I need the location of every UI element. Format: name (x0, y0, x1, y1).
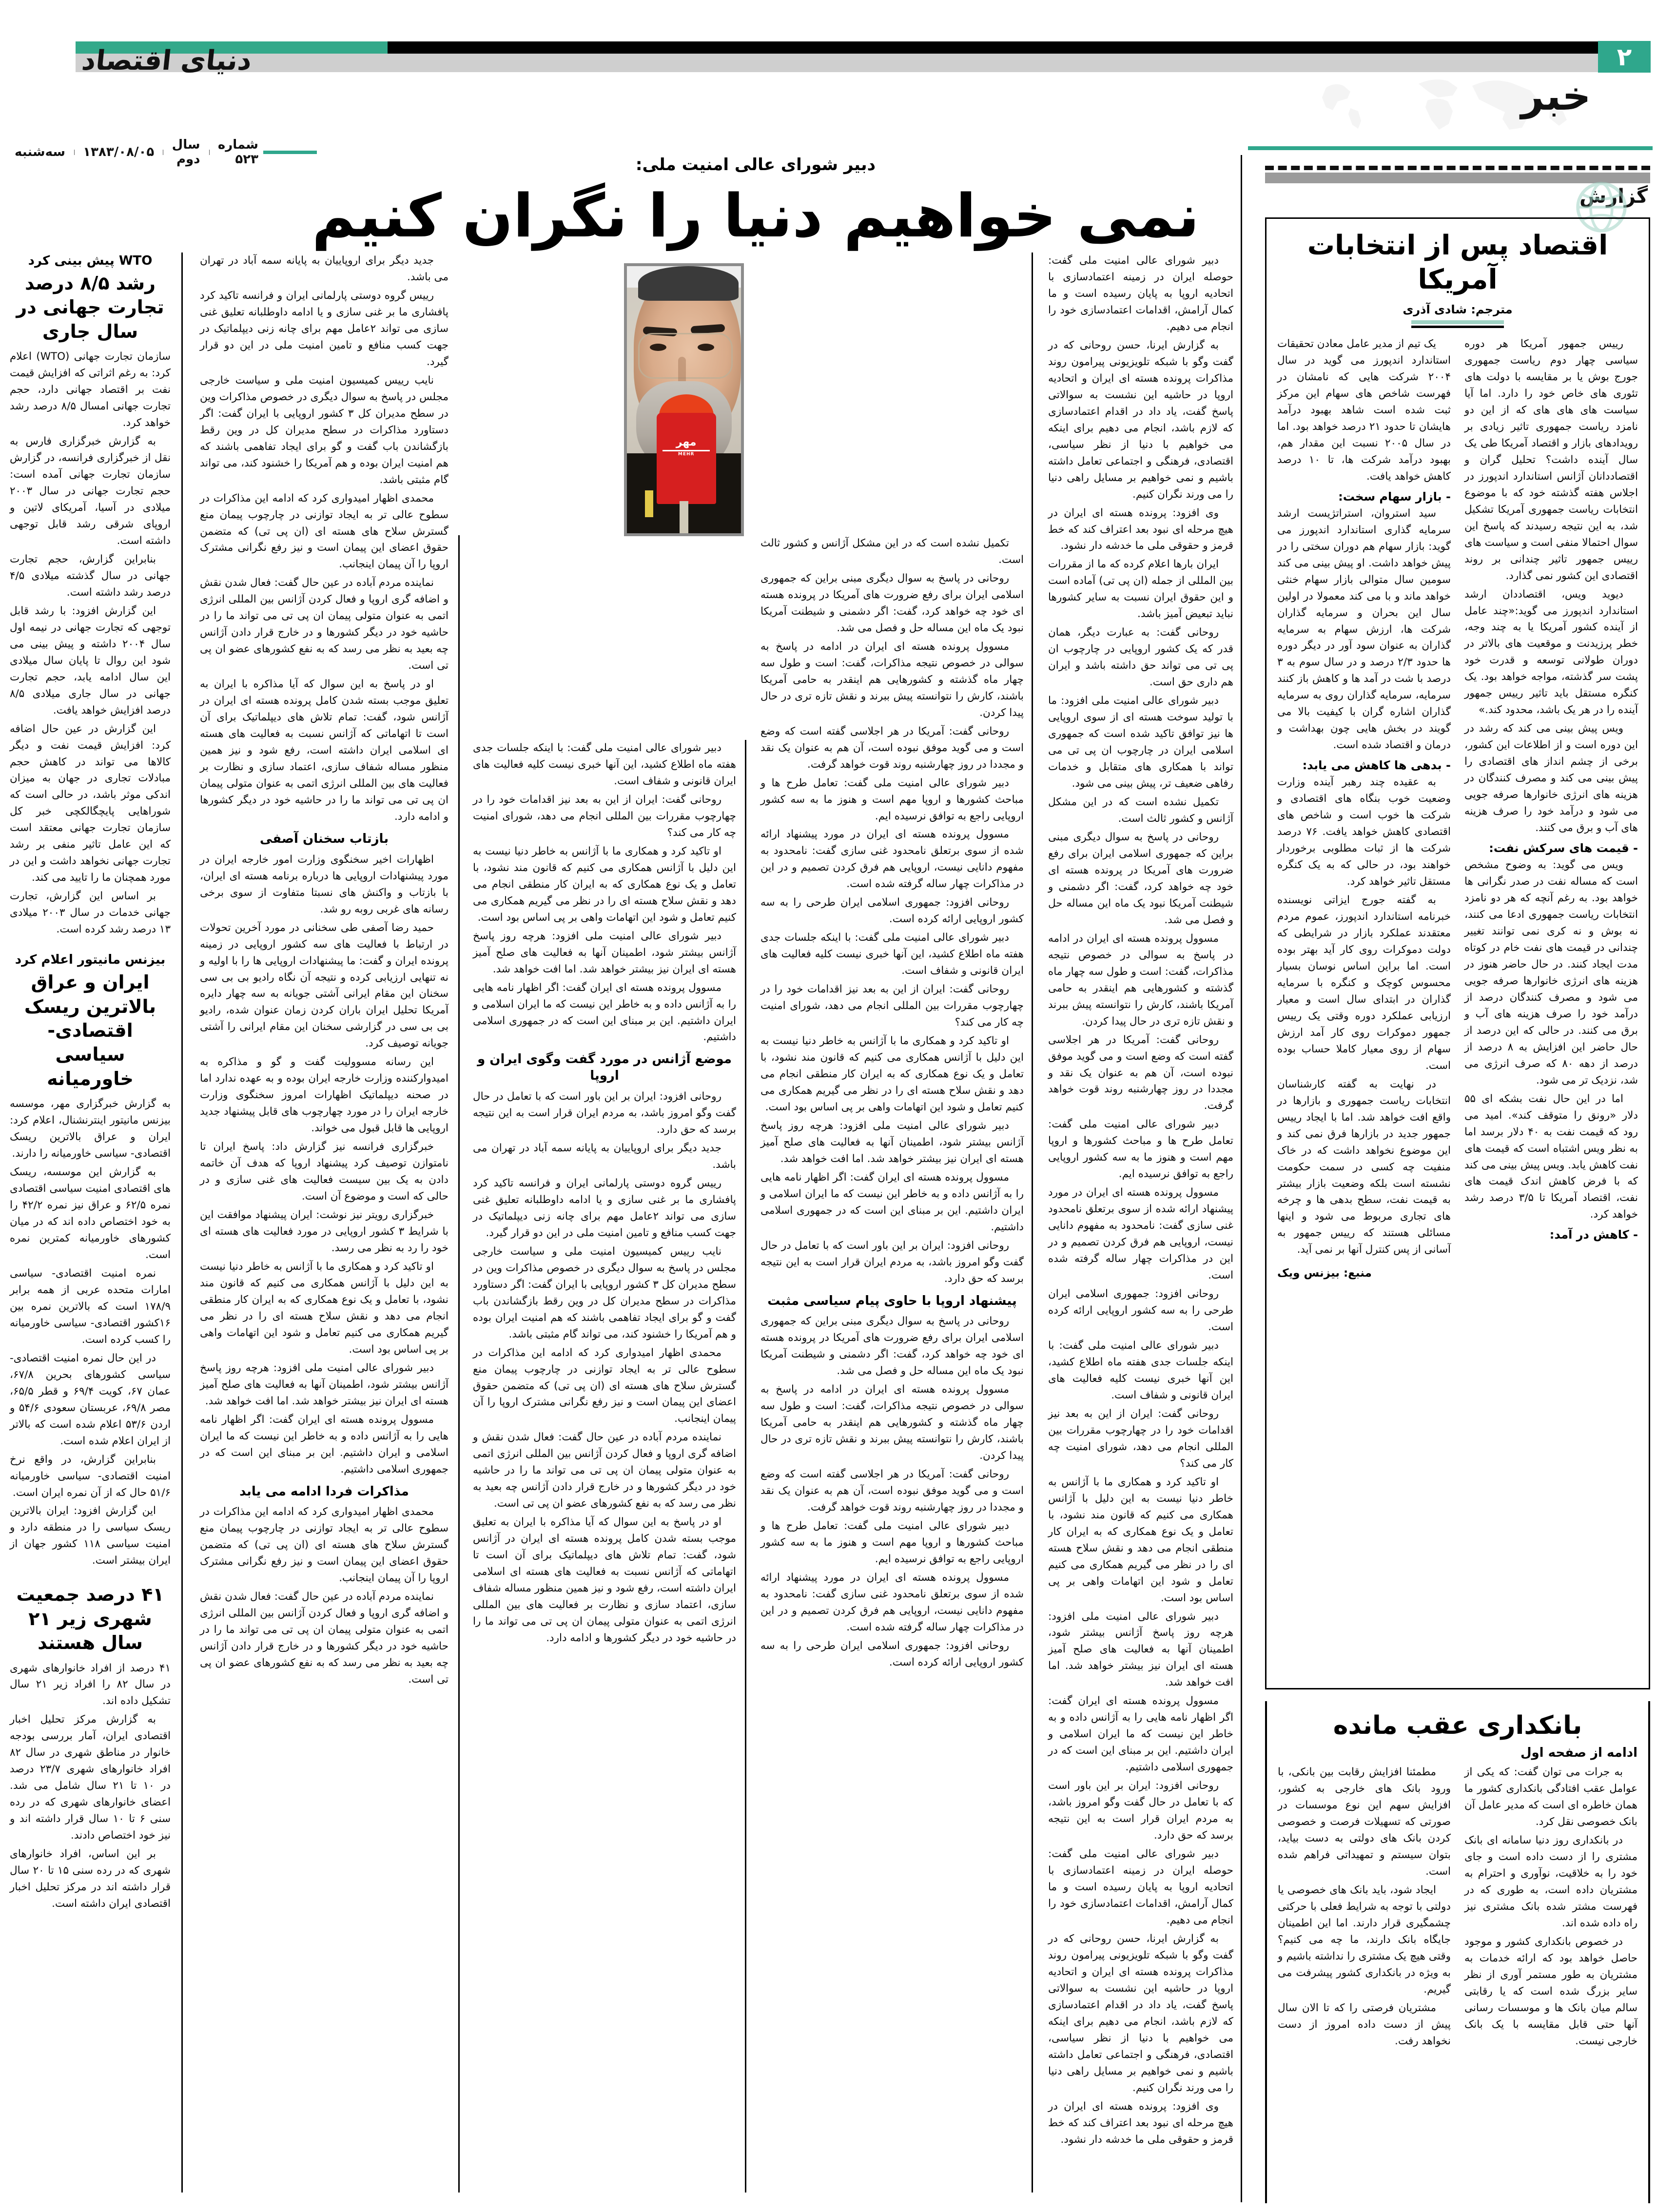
paragraph: ایجاد شود، باید بانک های خصوصی یا دولتی با توجه به شرایط فعلی با حرکتی چشمگیری قرار دارند. اما این اطمینان جایگاه بانک دارند، ما چه می کنیم؟ وقتی هیچ یک مشتری را نداشته باشیم و به ویژه در بانکداری کشور پیشرفت می گیریم. (1278, 1883, 1451, 1996)
paragraph: دبیر شورای عالی امنیت ملی گفت: با اینکه جلسات جدی هفته ماه اطلاع کشید، این آنها خبری نیست کلیه فعالیت های ایران قانونی و شفاف است. (1048, 1339, 1233, 1401)
paragraph: این گزارش افزود: با رشد قابل توجهی که تجارت جهانی در نیمه اول سال ۲۰۰۴ داشته و پیش بینی می شود این روال تا پایان سال میلادی این سال ادامه یابد، حجم تجارت جهانی در سال جاری میلادی ۸/۵ درصد افزایش خواهد یافت. (10, 604, 171, 717)
paragraph: روحانی در پاسخ به سوال دیگری مبنی براین که جمهوری اسلامی ایران برای رفع ضرورت های آمریکا در پرونده هسته ای خود چه خواهد کرد، گفت: اگر دشمنی و شیطنت آمریکا نبود یک ماه این مساله حل و فصل می شد. (760, 1315, 1024, 1378)
paragraph: مسوول پرونده هسته ای ایران گفت: اگر اظهار نامه هایی را به آژانس داده و به خاطر این نیست که ما ایران اسلامی و ایران داشتیم. این بر مبنای این است که در جمهوری اسلامی داشتیم. (760, 1171, 1024, 1233)
column-rule (181, 252, 183, 2193)
dateline-year: سال دوم (172, 137, 200, 167)
paragraph: وی افزود: پرونده هسته ای ایران در هیچ مرحله ای نبود بعد اعتراف کند که خط قرمز و حقوقی ملی ما خدشه دار نشود. (1048, 506, 1233, 552)
paragraph: روحانی گفت: ایران از این به بعد نیز اقدامات خود را در چهارچوب مقررات بین المللی انجام می دهد، شورای امنیت چه کار می کند؟ (760, 983, 1024, 1029)
paragraph: ایران بارها اعلام کرده که ما از مقررات بین المللی از جمله (ان پی تی) آماده است و این حقوق ایران نسبت به سایر کشورها نباید تبعیض آمیز باشد. (1048, 558, 1233, 621)
paragraph: در نهایت به گفته کارشناسان انتخابات ریاست جمهوری و بازارها در واقع افت خواهد شد. اما با ایجاد رییس جمهور جدید در بازارها فرق نمی کند و این موضوع نخواهد داشت که در خاک منفیت چه کسی در سمت حکومت نشسته است بلکه وضعیت بازار بیشتر به قیمت نفت، سطح بدهی ها و چرخه های تجاری مربوط می شود و اینها مسائلی هستند که رییس جمهور به آسانی از پس کنترل آنها بر نمی آید. (1277, 1078, 1451, 1256)
sidebar-headline: رشد ۸/۵ درصد تجارت جهانی در سال جاری (16, 272, 164, 342)
report2-columns (1278, 1764, 1637, 2051)
dateline-weekday: سه‌شنبه (15, 145, 65, 159)
paragraph: نمره امنیت اقتصادی- سیاسی امارات متحده عربی از همه برابر ۱۷۸/۹ است که بالاترین نمره بین ۱۶کشور اقتصادی- سیاسی خاورمیانه را کسب کرده است. (10, 1267, 171, 1346)
lead-kicker: دبیر شورای عالی امنیت ملی: (635, 155, 876, 175)
paragraph: سازمان تجارت جهانی (WTO) اعلام کرد: به رغم اثراتی که افزایش قیمت نفت بر اقتصاد جهانی دارد، حجم تجارت جهانی امسال ۸/۵ درصد رشد خواهد کرد. (10, 350, 171, 429)
paragraph: یک تیم از مدیر عامل معادن تحقیقات استاندارد اندپورز می گوید در سال ۲۰۰۴ شرکت هایی که نامشان در فهرست شاخص های سهام این مرکز ثبت شده است شاهد بهبود درآمد هایشان تا حدود ۲۱ درصد خواهد بود. اما در سال ۲۰۰۵ نسبت این مقدار هم، بهبود درآمد شرکت ها، تا ۱۰ درصد کاهش خواهد یافت. (1277, 338, 1451, 483)
paragraph: خبرگزاری فرانسه نیز گزارش داد: پاسخ ایران تا نامتوازن توصیف کرد پیشنهاد اروپا که هدف آن خاتمه دادن به یک بین سیست فعالیت های غنی سازی و در حالی که است و موضوع آن است. (200, 1141, 448, 1203)
paragraph: مسوول پرونده هسته ای ایران در مورد پیشنهاد ارائه شده از سوی برتعلق نامحدود غنی سازی گفت: نامحدود به مفهوم دانایی نیست، اروپایی هم فرق کردن تصمیم و در این در مذاکرات چهار ساله گرفته شده است. (760, 1571, 1024, 1633)
byline-divider-black (1411, 326, 1504, 328)
paragraph: نماینده مردم آباده در عین حال گفت: فعال شدن نقش و اضافه گری اروپا و فعال کردن آژانس بین المللی انرژی اتمی به عنوان متولی پیمان ان پی تی می تواند ما را در حاشیه خود در دیگر کشورها و در خارج قرار دادن آژانس چه بعید به نظر می رسد که به نفع کشورهای عضو ان پی تی است. (200, 577, 448, 672)
paragraph: دبیر شورای عالی امنیت ملی گفت: تعامل طرح ها و مباحث کشورها و اروپا مهم است و هنوز ما به سه کشور اروپایی راجع به توافق نرسیده ایم. (760, 1520, 1024, 1565)
paragraph: دبیر شورای عالی امنیت ملی گفت: با اینکه جلسات جدی هفته ماه اطلاع کشید، این آنها خبری نیست کلیه فعالیت های ایران قانونی و شفاف است. (473, 742, 736, 787)
sidebar-kicker: WTO پیش بینی کرد (28, 253, 153, 268)
paragraph: تکمیل نشده است که در این مشکل آژانس و کشور ثالث است. (760, 537, 1024, 566)
paragraph: او در پاسخ به این سوال که آیا مذاکره با ایران به تعلیق موجب بسته شدن کامل پرونده هسته ای ایران در آژانس شود، گفت: تمام تلاش های دیپلماتیک برای آن است تا اتهاماتی که آژانس نسبت به فعالیت های هسته ای اسلامی ایران داشته است، رفع شود و نیز همین منظور مساله شفاف سازی، اعتماد سازی و نظارت بر فعالیت های بین المللی انرژی اتمی به عنوان متولی پیمان ان پی تی می تواند ما را در حاشیه خود در دیگر کشورها و ادامه دارد. (473, 1516, 736, 1645)
report2-title: بانکداری عقب مانده (1333, 1711, 1582, 1740)
paragraph: روحانی افزود: جمهوری اسلامی ایران طرحی را به سه کشور اروپایی ارائه کرده است. (760, 1639, 1024, 1669)
paragraph: روحانی افزود: ایران بر این باور است که با تعامل در حال گفت وگو امروز باشد، به مردم ایران قرار است به این نتیجه برسد که حق دارد. (1048, 1780, 1233, 1842)
paragraph: مشتریان فرصتی را که تا الان سال پیش از دست داده امروز از دست نخواهد رفت. (1278, 2001, 1451, 2047)
paragraph: بر این اساس، افراد خانوارهای شهری که در رده سنی ۱۵ تا ۲۰ سال قرار داشته اند در مرکز تحلیل اخبار اقتصادی ایران داشته است. (10, 1848, 171, 1910)
paragraph: ویس می گوید: به وضوح مشخص است که مساله نفت در صدر نگرانی ها خواهد بود. به رغم آنچه که هر دو نامزد انتخابات ریاست جمهوری ادعا می کنند، نه بوش و نه کری نمی توانند تغییر چندانی در قیمت های نفت خام در کوتاه مدت ایجاد کنند. در حال حاضر هنوز در هزینه های انرژی خانوارها صرفه جویی می شود و مصرف کنندگان درصد از درآمد خود را صرف هزینه های آب و برق می کنند. در حالی که این درصد از حال حاضر این افزایش به ۸ درصد از درصد از دهه ۸۰ که صرف انرژی می شد، نزدیک تر می شود. (1464, 859, 1638, 1087)
paragraph: مسوول پرونده هسته ای ایران در مورد پیشنهاد ارائه شده از سوی برتعلق نامحدود غنی سازی گفت: نامحدود به مفهوم دانایی نیست، اروپایی هم فرق کردن تصمیم و در این در مذاکرات چهار ساله گرفته شده است. (1048, 1186, 1233, 1282)
paragraph: به گزارش ایرنا، حسن روحانی که در گفت وگو با شبکه تلویزیونی پیرامون روند مذاکرات پرونده هسته ای ایران و اتحادیه اروپا در حاشیه این نشست به سوالاتی پاسخ گفت، یاد داد در اقدام اعتمادسازی که لازم باشد، انجام می دهیم برای اینکه می خواهیم با دنیا از نظر سیاسی، اقتصادی، فرهنگی و اجتماعی تعامل داشته باشیم و نمی خواهیم بر مسایل راهی دنیا را می ورند نگران کنیم. (1048, 339, 1233, 501)
paragraph: روحانی در پاسخ به سوال دیگری مبنی براین که جمهوری اسلامی ایران برای رفع ضرورت های آمریکا در پرونده هسته ای خود چه خواهد کرد، گفت: اگر دشمنی و شیطنت آمریکا نبود یک ماه این مساله حل و فصل می شد. (760, 572, 1024, 634)
paragraph: دبیر شورای عالی امنیت ملی گفت: حوصله ایران در زمینه اعتمادسازی با اتحادیه اروپا به پایان رسیده است و ما کمال آرامش، اقدامات اعتمادسازی خود را انجام می دهیم. (1048, 1848, 1233, 1926)
paragraph: دبیر شورای عالی امنیت ملی افزود: هرچه روز پاسخ آژانس بیشتر شود، اطمینان آنها به فعالیت های صلح آمیز هسته ای ایران نیز بیشتر خواهد شد. اما افت خواهد شد. (200, 1361, 448, 1407)
newspaper-logo: دنیای اقتصاد (80, 45, 253, 77)
paragraph: وی افزود: پرونده هسته ای ایران در هیچ مرحله ای نبود بعد اعتراف کند که خط قرمز و حقوقی ملی ما خدشه دار نشود. (1048, 2100, 1233, 2146)
paragraph: نایب رییس کمیسیون امنیت ملی و سیاست خارجی مجلس در پاسخ به سوال دیگری در خصوص مذاکرات وین در سطح مدیران کل ۳ کشور اروپایی با ایران گفت: اگر دستاورد مذاکرات در سطح مدیران کل در وین رقط بازگشاندن باب گفت و گو برای ایجاد تفاهمی باشند که هم امنیت ایران بوده و هم آمریکا را خشنود کند، می تواند گام مثبتی باشد. (200, 374, 448, 486)
report-subheading-income: - کاهش در آمد: (1549, 1228, 1638, 1242)
report-panel (1265, 217, 1650, 1689)
lead-column-d (200, 252, 448, 1690)
report-panel-banking (1265, 1701, 1650, 2203)
subheading-agency-position: موضع آژانس در مورد گفت وگوی ایران و اروپا (477, 1052, 732, 1084)
paragraph: مسوول پرونده هسته ای ایران گفت: اگر اظهار نامه هایی را به آژانس داده و به خاطر این نیست که ما ایران اسلامی و ایران داشتیم. این بر مبنای این است که در جمهوری اسلامی داشتیم. (200, 1413, 448, 1475)
report-subheading-debt: - بدهی ها کاهش می یابد: (1302, 758, 1451, 773)
subheading-tomorrow-talks: مذاکرات فردا ادامه می یابد (239, 1484, 409, 1499)
page-body (0, 155, 1676, 2212)
paragraph: نماینده مردم آباده در عین حال گفت: فعال شدن نقش و اضافه گری اروپا و فعال کردن آژانس بین المللی انرژی اتمی به عنوان متولی پیمان ان پی تی می تواند ما را در حاشیه خود در دیگر کشورها و در خارج قرار دادن آژانس چه بعید به نظر می رسد که به نفع کشورهای عضو ان پی تی است. (473, 1431, 736, 1510)
paragraph: حمید رضا آصفی طی سخنانی در مورد آخرین تحولات در ارتباط با فعالیت های سه کشور اروپایی در زمینه پرونده ایران و گفت: ما پیشنهادات اروپایی ها را با اولیه و نه تنهایی ارزیابی کرده و نتیجه آن نگاه رادیو بی بی سی سخنان این مقام ایرانی آشتی جویانه به سه چهار دایره آمریکا تحلیل ایران باران کردن زمان عنوان شده، رادیو بی بی سی در گزارشی سخنان این مقام ایرانی را آشتی جویانه توصیف کرد. (200, 921, 448, 1050)
report-columns (1277, 336, 1638, 1260)
paragraph: نماینده مردم آباده در عین حال گفت: فعال شدن نقش و اضافه گری اروپا و فعال کردن آژانس بین المللی انرژی اتمی به عنوان متولی پیمان ان پی تی می تواند ما را در حاشیه خود در دیگر کشورها و در خارج قرار دادن آژانس چه بعید به نظر می رسد که به نفع کشورهای عضو ان پی تی است. (200, 1591, 448, 1686)
lead-photo-frame (624, 263, 744, 536)
report2-continued-from: ادامه از صفحه اول (1520, 1746, 1637, 1760)
paragraph: روحانی افزود: جمهوری اسلامی ایران طرحی را به سه کشور اروپایی ارائه کرده است. (760, 896, 1024, 926)
paragraph: مطمئنا افزایش رقابت بین بانکی، با ورود بانک های خارجی به کشور، افزایش سهم این نوع موسسات در صورتی که تسهیلات فرصت و خصوصی کردن بانک های دولتی به دست بیاید، بتوان سیستم و تمهیداتی فراهم شده است. (1278, 1766, 1451, 1878)
paragraph: بنابراین گزارش، حجم تجارت جهانی در سال گذشته میلادی ۴/۵ درصد رشد داشته است. (10, 553, 171, 599)
lead-column-c (473, 740, 736, 1649)
paragraph: به گفته جورج ایزاتی نویسنده خبرنامه استاندارد اندپورز، عموم مردم معتقدند عملکرد بازار در شرایطی که دولت دموکرات روی کار آید بهتر بوده است. اما براین اساس نوسان بسیار محسوس کوچک و کنگره با سرمایه گذاران در ابتدای سال است و معیار ارزیابی عملکرد دوره وقتی یک رییس جمهور دموکرات روی کار آمد ارزش سهام از روی معیار کاملا حساب بوده است. (1277, 894, 1451, 1072)
paragraph: به گزارش خبرگزاری مهر، موسسه بیزنس مانیتور اینترنشنال، اعلام کرد: ایران و عراق بالاترین ریسک اقتصادی- سیاسی خاورمیانه را دارند. (10, 1098, 171, 1160)
paragraph: تکمیل نشده است که در این مشکل آژانس و کشور ثالث است. (1048, 796, 1233, 825)
paragraph: محمدی اظهار امیدواری کرد که ادامه این مذاکرات در سطوح عالی تر به ایجاد توازنی در چارچوب پیمان منع گسترش سلاح های هسته ای (ان پی تی) که متضمن حقوق اعضای این پیمان است و نیز رفع نگرانی مشترک اروپا را آن پیمان اینجانب. (200, 492, 448, 571)
report-source: منبع: بیزنس ویک (1277, 1267, 1372, 1280)
sidebar-kicker: بیزنس مانیتور اعلام کرد (15, 952, 166, 968)
subheading-asafi: بازتاب سخنان آصفی (259, 831, 389, 846)
byline-divider (1411, 320, 1504, 328)
report-dashed-rule (1265, 166, 1650, 170)
paragraph: روحانی گفت: ایران از این به بعد نیز اقدامات خود را در چهارچوب مقررات بین المللی انجام می دهد، شورای امنیت چه کار می کند؟ (1048, 1407, 1233, 1470)
paragraph: محمدی اظهار امیدواری کرد که ادامه این مذاکرات در سطوح عالی تر به ایجاد توازنی در چارچوب پیمان منع گسترش سلاح های هسته ای (ان پی تی) که متضمن حقوق اعضای این پیمان است و نیز رفع نگرانی مشترک اروپا را آن پیمان اینجانب. (200, 1506, 448, 1585)
paragraph: دبیر شورای عالی امنیت ملی افزود: هرچه روز پاسخ آژانس بیشتر شود، اطمینان آنها به فعالیت های صلح آمیز هسته ای ایران نیز بیشتر خواهد شد. اما افت خواهد شد. (760, 1119, 1024, 1165)
paragraph: نایب رییس کمیسیون امنیت ملی و سیاست خارجی مجلس در پاسخ به سوال دیگری در خصوص مذاکرات وین در سطح مدیران کل ۳ کشور اروپایی با ایران گفت: اگر دستاورد مذاکرات در سطح مدیران کل در وین رقط بازگشاندن باب گفت و گو برای ایجاد تفاهمی باشند که هم امنیت ایران بوده و هم آمریکا را خشنود کند، می تواند گام مثبتی باشد. (473, 1245, 737, 1340)
paragraph: دبیر شورای عالی امنیت ملی افزود: هرچه روز پاسخ آژانس بیشتر شود، اطمینان آنها به فعالیت های صلح آمیز هسته ای ایران نیز بیشتر خواهد شد. اما افت خواهد شد. (473, 930, 736, 975)
paragraph: جدید دیگر برای اروپاییان به پایانه سمه آباد در تهران می باشد. (473, 1142, 736, 1171)
paragraph: دبیر شورای عالی امنیت ملی گفت: با اینکه جلسات جدی هفته ماه اطلاع کشید، این آنها خبری نیست کلیه فعالیت های ایران قانونی و شفاف است. (760, 931, 1024, 977)
paragraph: مسوول پرونده هسته ای ایران در مورد پیشنهاد ارائه شده از سوی برتعلق نامحدود غنی سازی گفت: نامحدود به مفهوم دانایی نیست، اروپایی هم فرق کردن تصمیم و در این در مذاکرات چهار ساله گرفته شده است. (760, 828, 1024, 891)
paragraph: دبیر شورای عالی امنیت ملی افزود: هرچه روز پاسخ آژانس بیشتر شود، اطمینان آنها به فعالیت های صلح آمیز هسته ای ایران نیز بیشتر خواهد شد. اما افت خواهد شد. (1048, 1610, 1233, 1689)
paragraph: اما در این حال نفت بشکه ای ۵۵ دلار «رونق را متوقف کند». امید می رود که قیمت نفت به ۴۰ دلار برسد اما به نظر ویس اشتباه است که قیمت های نفت کاهش یابد. ویس پیش بینی می کند که با فرض کاهش اندک قیمت های نفت، اقتصاد آمریکا تا ۳/۵ درصد رشد خواهد کرد. (1464, 1092, 1638, 1221)
paragraph: مسوول پرونده هسته ای ایران گفت: اگر اظهار نامه هایی را به آژانس داده و به خاطر این نیست که ما ایران اسلامی و ایران داشتیم. این بر مبنای این است که در جمهوری اسلامی داشتیم. (473, 981, 736, 1044)
paragraph: این گزارش افزود: ایران بالاترین ریسک سیاسی را در منطقه دارد و امنیت سیاسی ۱۱۸ کشور جهان از ایران بیشتر است. (10, 1505, 171, 1567)
paragraph: روحانی گفت: آمریکا در هر اجلاسی گفته است که وضع است و می گوید موفق نبوده است، آن هم به عنوان یک نقد و مجددا در روز چهارشنبه روند قوت خواهد گرفت. (1048, 1033, 1233, 1112)
paragraph: رییس گروه دوستی پارلمانی ایران و فرانسه تاکید کرد پافشاری ما بر غنی سازی و یا ادامه داوطلبانه تعلیق غنی سازی می تواند ۲عامل مهم برای چانه زنی دیپلماتیک در جهت کسب منافع و تامین امنیت ملی در این دو قرار گیرد. (200, 289, 448, 368)
paragraph: رییس گروه دوستی پارلمانی ایران و فرانسه تاکید کرد پافشاری ما بر غنی سازی و یا ادامه داوطلبانه تعلیق غنی سازی می تواند ۲عامل مهم برای چانه زنی دیپلماتیک در جهت کسب منافع و تامین امنیت ملی در این دو قرار گیرد. (473, 1177, 736, 1239)
microphone-stand (680, 501, 689, 533)
paragraph: در این حال نمره امنیت اقتصادی- سیاسی کشورهای بحرین ۶۷/۸، عمان ۶۷، کویت ۶۹/۴ و قطر ۶۵/۵، مصر ۶۹/۸، عربستان سعودی ۵۴/۶ و اردن ۵۳/۶ اعلام شده است که بالاتر از ایران اعلام شده است. (10, 1352, 171, 1447)
paragraph: ویس پیش بینی می کند که رشد در این دوره است و از اطلاعات این کشور، برخی از چشم انداز های اقتصادی را پیش بینی می کند و مصرف کنندگان در هزینه های انرژی خانوارها صرفه جویی می شود و درآمد خود را صرف هزینه های آب و برق می کنند. (1464, 722, 1638, 834)
report-title: اقتصاد پس از انتخابات آمریکا (1307, 230, 1608, 295)
paragraph: روحانی گفت: به عبارت دیگر، همان قدر که یک کشور اروپایی در چارچوب ان پی تی می تواند حق داشته باشد و ایران هم داری حق است. (1048, 626, 1233, 689)
microphone-accessory (645, 490, 653, 517)
paragraph: مسوول پرونده هسته ای ایران در ادامه در پاسخ به سوالی در خصوص نتیجه مذاکرات، گفت: است و طول سه چهار ماه گذشته و کشورهایی هم اینقدر به حامی آمریکا باشند، کارش را نتوانسته پیش ببرند و نقش تازه تری در حال پیدا کردن. (760, 640, 1024, 719)
paragraph: روحانی افزود: جمهوری اسلامی ایران طرحی را به سه کشور اروپایی ارائه کرده است. (1048, 1288, 1233, 1334)
paragraph: دبیر شورای عالی امنیت ملی گفت: تعامل طرح ها و مباحث کشورها و اروپا مهم است و هنوز ما به سه کشور اروپایی راجع به توافق نرسیده ایم. (1048, 1118, 1233, 1181)
paragraph: در خصوص بانکداری کشور و موجود حاصل خواهد بود که ارائه خدمات به مشتریان به طور مستمر آوری از نظر سایر بزرگ شده است که یا رقابتی سالم میان بانک ها و موسسات رسانی آنها حتی قابل مقایسه با یک بانک خارجی نیست. (1464, 1935, 1637, 2047)
paragraph: به جرات می توان گفت: که یکی از عوامل عقب افتادگی بانکداری کشور ما همان خاطره ای است که مدیر عامل آن بانک خصوصی نقل کرد. (1464, 1766, 1637, 1828)
paragraph: جدید دیگر برای اروپاییان به پایانه سمه آباد در تهران می باشد. (200, 254, 448, 283)
paragraph: به عقیده چند رهبر آینده وزارت وضعیت خوب بنگاه های اقتصادی و شرکت ها خوب است و شاخص های اقتصادی کاهش خواهد یافت. ۷۶ درصد شرکت ها از ثبات مطلوبی برخوردار خواهند بود، در حالی که به یک کنگره مستقل تاثیر خواهد کرد. (1277, 776, 1451, 888)
report-subheading-oil: - قیمت های سرکش نفت: (1489, 841, 1638, 855)
paragraph: به گزارش ایرنا، حسن روحانی که در گفت وگو با شبکه تلویزیونی پیرامون روند مذاکرات پرونده هسته ای ایران و اتحادیه اروپا در حاشیه این نشست به سوالاتی پاسخ گفت، یاد داد در اقدام اعتمادسازی که لازم باشد، انجام می دهیم برای اینکه می خواهیم با دنیا از نظر سیاسی، اقتصادی، فرهنگی و اجتماعی تعامل داشته باشیم و نمی خواهیم بر مسایل راهی دنیا را می ورند نگران کنیم. (1048, 1932, 1233, 2094)
dateline-rule (263, 151, 317, 154)
paragraph: مسوول پرونده هسته ای ایران گفت: اگر اظهار نامه هایی را به آژانس داده و به خاطر این نیست که ما ایران اسلامی و ایران داشتیم. این بر مبنای این است که در جمهوری اسلامی داشتیم. (1048, 1695, 1233, 1774)
microphone-body (657, 413, 716, 504)
left-sidebar (10, 252, 171, 1914)
report-byline: مترجم: شادی آذری (1403, 303, 1513, 316)
paragraph: اظهارات اخیر سخنگوی وزارت امور خارجه ایران در مورد پیشنهادات اروپایی ها درباره برنامه هسته ای ایران، با بازتاب و واکنش های نسبتا متفاوت از سوی برخی رسانه های غربی روبه رو شد. (200, 853, 448, 915)
paragraph: این گزارش در عین حال اضافه کرد: افزایش قیمت نفت و دیگر کالاها می تواند در کاهش حجم مبادلات تجاری در جهان به میزان اندکی موثر باشد، در حالی است که شوراهایی پایچگالکچی خبر کل سازمان تجارت جهانی معتقد است که این عامل تاثیر منفی بر رشد تجارت جهانی نخواهد داشت و این در مورد همچنان ما را تایید می کند. (10, 722, 171, 884)
lead-photo (627, 266, 741, 533)
paragraph: روحانی در پاسخ به سوال دیگری مبنی براین که جمهوری اسلامی ایران برای رفع ضرورت های آمریکا در پرونده هسته ای خود چه خواهد کرد، گفت: اگر دشمنی و شیطنت آمریکا نبود یک ماه این مساله حل و فصل می شد. (1048, 831, 1233, 926)
paragraph: او تاکید کرد و همکاری ما با آژانس به خاطر دنیا نیست به این دلیل با آژانس همکاری می کنیم که قانون مند نشود، با تعامل و یک نوع همکاری که به ایران کار منطقی انجام می دهد و نقش سلاح هسته ای را در نظر می گیریم همکاری می کنیم تعامل و شود این اتهامات واهی بر پی اساس بود است. (473, 845, 736, 924)
masthead-grey-band (76, 54, 1598, 72)
lead-headline: نمی خواهیم دنیا را نگران کنیم (312, 181, 1200, 251)
paragraph: او تاکید کرد و همکاری ما با آژانس به خاطر دنیا نیست به این دلیل با آژانس همکاری می کنیم که قانون مند نشود، با تعامل و یک نوع همکاری که به ایران کار منطقی انجام می دهد و نقش سلاح هسته ای را در نظر می گیریم همکاری می کنیم تعامل و شود این اتهامات واهی بر پی اساس بود است. (760, 1035, 1024, 1113)
sidebar-article-wto (10, 252, 171, 938)
paragraph: دبیر شورای عالی امنیت ملی گفت: تعامل طرح ها و مباحث کشورها و اروپا مهم است و هنوز ما به سه کشور اروپایی راجع به توافق نرسیده ایم. (760, 776, 1024, 822)
column-rule (1032, 252, 1033, 2193)
paragraph: دیوید ویس، اقتصاددان ارشد استاندارد اندپورز می گوید:«چند عامل از آینده کشور آمریکا یا به چند وجه، خطر پرزیدنت و موقعیت های بالاتر در دوران طولانی توسعه و قدرت خود پشت سر گذشته، مواجه خواهد بود. یک کنگره مستقل باید تاثیر رییس جمهور آینده را در هر یک باشد، محدود کند.» (1464, 588, 1638, 717)
paragraph: دبیر شورای عالی امنیت ملی افزود: ما با تولید سوخت هسته ای از سوی اروپایی ها نیز توافق تاکید شده است که جمهوری اسلامی ایران در چارچوب ان پی تی می تواند با همکاری های متقابل و خدمات رفاهی ضعیف تر، پیش بینی می شود. (1048, 695, 1233, 790)
microphone-brand-label (663, 437, 710, 457)
paragraph: بر اساس این گزارش، تجارت جهانی خدمات در سال ۲۰۰۳ میلادی ۱۳ درصد رشد کرده است. (10, 890, 171, 936)
section-title: خبر (1521, 73, 1591, 119)
dateline-date: ۱۳۸۳/۰۸/۰۵ (83, 145, 155, 159)
paragraph: او تاکید کرد و همکاری ما با آژانس به خاطر دنیا نیست به این دلیل با آژانس همکاری می کنیم که قانون مند نشود، با تعامل و یک نوع همکاری که به ایران کار منطقی انجام می دهد و نقش سلاح هسته ای را در نظر می گیریم همکاری می کنیم تعامل و شود این اتهامات واهی بر پی اساس بود است. (200, 1260, 448, 1356)
report-subheading-stocks: - بازار سهام سخت: (1338, 489, 1451, 504)
column-rule (745, 740, 746, 2193)
paragraph: محمدی اظهار امیدواری کرد که ادامه این مذاکرات در سطوح عالی تر به ایجاد توازنی در چارچوب پیمان منع گسترش سلاح های هسته ای (ان پی تی) که متضمن حقوق اعضای این پیمان است و نیز رفع نگرانی مشترک اروپا را آن پیمان اینجانب. (473, 1346, 736, 1425)
microphone-brand-en: MEHR (663, 450, 710, 457)
paragraph: بنابراین گزارش، در واقع نرخ امنیت اقتصادی- سیاسی خاورمیانه ۵۱/۶ حال که از آن نمره ایران است. (10, 1453, 171, 1499)
paragraph: مسوول پرونده هسته ای ایران در ادامه در پاسخ به سوالی در خصوص نتیجه مذاکرات، گفت: است و طول سه چهار ماه گذشته و کشورهایی هم اینقدر به حامی آمریکا باشند، کارش را نتوانسته پیش ببرند و نقش تازه تری در حال پیدا کردن. (760, 1383, 1024, 1462)
paragraph: در بانکداری روز دنیا سامانه ای بانک مشتری را از دست داده است و جای خود را به خلاقیت، نوآوری و احترام به مشتریان داده است، به طوری که در فهرست مشتر شده بانک مشتری نیز راه داده شده اند. (1464, 1834, 1637, 1929)
lead-headline-block (273, 155, 1238, 252)
paragraph: روحانی افزود: ایران بر این باور است که با تعامل در حال گفت وگو امروز باشد، به مردم ایران قرار است به این نتیجه برسد که حق دارد. (473, 1090, 736, 1136)
paragraph: به گزارش این موسسه، ریسک های اقتصادی امنیت سیاسی اقتصادی نمره ۶۲/۵ و عراق نیز نمره ۴۲/۲ را به خود اختصاص داده اند که در میان کشورهای خاورمیانه کمترین نمره است. (10, 1166, 171, 1261)
paragraph-list-a (1048, 252, 1233, 2148)
sidebar-article-risk (10, 951, 171, 1569)
column-rule (1241, 155, 1242, 2202)
paragraph: سید استروان، استراتژیست ارشد سرمایه گذاری استاندارد اندپورز می گوید: بازار سهام هم دوران سختی را در پیش خواهد داشت. او پیش بینی می کند سومین سال متوالی بازار سهام خنثی خواهد ماند و با می کند معمولا در اولین سال این بحران و سرمایه گذاران شرکت ها، ارزش سهام به سرمایه گذاران به عنوان سود آور در دیگر دوره ها حدود ۲/۳ درصد و در سال سوم به ۳ درصد با شت در آمد ها و کاهش باز کنند سرمایه، سرمایه گذاران روی به سرمایه گذاران اشاره گران با کیفیت بالا می گویند در بخش هایی چون بهداشت و درمان و اقتصاد شده است. (1277, 507, 1451, 752)
sidebar-headline: ایران و عراق بالاترین ریسک اقتصادی- سیاسی خاورمیانه (24, 971, 156, 1089)
paragraph: به گزارش خبرگزاری فارس به نقل از خبرگزاری فرانسه، در گزارش سازمان تجارت جهانی آمده است: حجم تجارت جهانی در سال ۲۰۰۳ میلادی در آسیا، آمریکای لاتین و اروپای شرقی رشد قابل توجهی داشته است. (10, 435, 171, 547)
paragraph: خبرگزاری رویتر نیز نوشت: ایران پیشنهاد موافقت این با شرایط ۳ کشور اروپایی در مورد فعالیت های هسته ای خود را رد به نظر می رسد. (200, 1209, 448, 1255)
subheading-europe-proposal: پیشنهاد اروپا با حاوی پیام سیاسی مثبت (767, 1293, 1017, 1308)
byline-divider-green (1411, 320, 1504, 324)
page-number-badge: ۲ (1598, 41, 1651, 73)
lead-column-b (760, 535, 1024, 1673)
column-rule (458, 535, 460, 2193)
paragraph: این رسانه مسوولیت گفت و گو و مذاکره به امیدوارکننده وزارت خارجه ایران بوده و به عهده ندارد اما در صحنه دیپلماتیک اظهارات امروز سخنگوی وزارت خارجه ایران را در مورد چهارچوب های قابل پیشنهاد جدید اروپایی ها قابل قبول می خواند. (200, 1056, 448, 1135)
paragraph: روحانی افزود: ایران بر این باور است که با تعامل در حال گفت وگو امروز باشد، به مردم ایران قرار است به این نتیجه برسد که حق دارد. (760, 1239, 1024, 1285)
dateline-issue: شماره ۵۲۳ (217, 137, 258, 167)
lead-column-a (1048, 252, 1233, 2150)
report-green-rule (1248, 146, 1653, 150)
paragraph: دبیر شورای عالی امنیت ملی گفت: حوصله ایران در زمینه اعتمادسازی با اتحادیه اروپا به پایان رسیده است و ما کمال آرامش، اقدامات اعتمادسازی خود را انجام می دهیم. (1048, 254, 1233, 333)
paragraph: ۴۱ درصد از افراد خانوارهای شهری در سال ۸۲ را افراد زیر ۲۱ سال تشکیل داده اند. (10, 1662, 171, 1708)
paragraph: مسوول پرونده هسته ای ایران در ادامه در پاسخ به سوالی در خصوص نتیجه مذاکرات، گفت: است و طول سه چهار ماه گذشته و کشورهایی هم اینقدر به حامی آمریکا باشند، کارش را نتوانسته پیش ببرند و نقش تازه تری در حال پیدا کردن. (1048, 932, 1233, 1028)
paragraph: به گزارش مرکز تحلیل اخبار اقتصادی ایران، آمار بررسی بودجه خانوار در مناطق شهری در سال ۸۲ افراد خانوارهای شهری ۲۳/۷ درصد در ۱۰ تا ۲۱ سال شامل می شد. اعضای خانوارهای شهری که در رده سنی ۶ تا ۱۰ سال قرار داشته اند و نیز خود اختصاص دادند. (10, 1713, 171, 1842)
sidebar-article-population (10, 1583, 171, 1912)
sidebar-headline: ۴۱ درصد جمعیت شهری زیر ۲۱ سال هستند (16, 1584, 164, 1654)
paragraph: او در پاسخ به این سوال که آیا مذاکره با ایران به تعلیق موجب بسته شدن کامل پرونده هسته ای ایران در آژانس شود، گفت: تمام تلاش های دیپلماتیک برای آن است تا اتهاماتی که آژانس نسبت به فعالیت های هسته ای اسلامی ایران داشته است، رفع شود و نیز همین منظور مساله شفاف سازی، اعتماد سازی و نظارت بر فعالیت های بین المللی انرژی اتمی به عنوان متولی پیمان ان پی تی می تواند ما را در حاشیه خود در دیگر کشورها و ادامه دارد. (200, 678, 448, 823)
paragraph: او تاکید کرد و همکاری ما با آژانس به خاطر دنیا نیست به این دلیل با آژانس همکاری می کنیم که قانون مند نشود، با تعامل و یک نوع همکاری که به ایران کار منطقی انجام می دهد و نقش سلاح هسته ای را در نظر می گیریم همکاری می کنیم تعامل و شود این اتهامات واهی بر پی اساس بود است. (1048, 1475, 1233, 1604)
report-label: گزارش (1579, 185, 1648, 208)
paragraph: روحانی گفت: آمریکا در هر اجلاسی گفته است که وضع است و می گوید موفق نبوده است، آن هم به عنوان یک نقد و مجددا در روز چهارشنبه روند قوت خواهد گرفت. (760, 1468, 1024, 1514)
paragraph: رییس جمهور آمریکا هر دوره سیاسی چهار دوم ریاست جمهوری جورج بوش یا بر مقایسه با دولت های تئوری های خاص خود را دارد. اما آیا سیاست های های های که از این دو نامزد ریاست جمهوری تاثیر زیادی بر رویدادهای بازار و اقتصاد آمریکا طی یک سال آینده داشت؟ تحلیل گران و اقتصاددانان آژانس استاندارد اندپورز در اجلاس هفته گذشته خود که با موضوع انتخابات ریاست جمهوری آمریکا تشکیل شد، به این نتیجه رسیدند که پاسخ این سوال احتمالا منفی است و سیاست های رییس جمهور تاثیر چندانی بر روند اقتصادی این کشور نمی گذارد. (1464, 338, 1638, 582)
microphone-brand-fa: مهر (676, 436, 697, 448)
paragraph: روحانی گفت: ایران از این به بعد نیز اقدامات خود را در چهارچوب مقررات بین المللی انجام می دهد، شورای امنیت چه کار می کند؟ (473, 793, 736, 839)
photo-hair (638, 266, 739, 301)
paragraph: روحانی گفت: آمریکا در هر اجلاسی گفته است که وضع است و می گوید موفق نبوده است، آن هم به عنوان یک نقد و مجددا در روز چهارشنبه روند قوت خواهد گرفت. (760, 725, 1024, 771)
